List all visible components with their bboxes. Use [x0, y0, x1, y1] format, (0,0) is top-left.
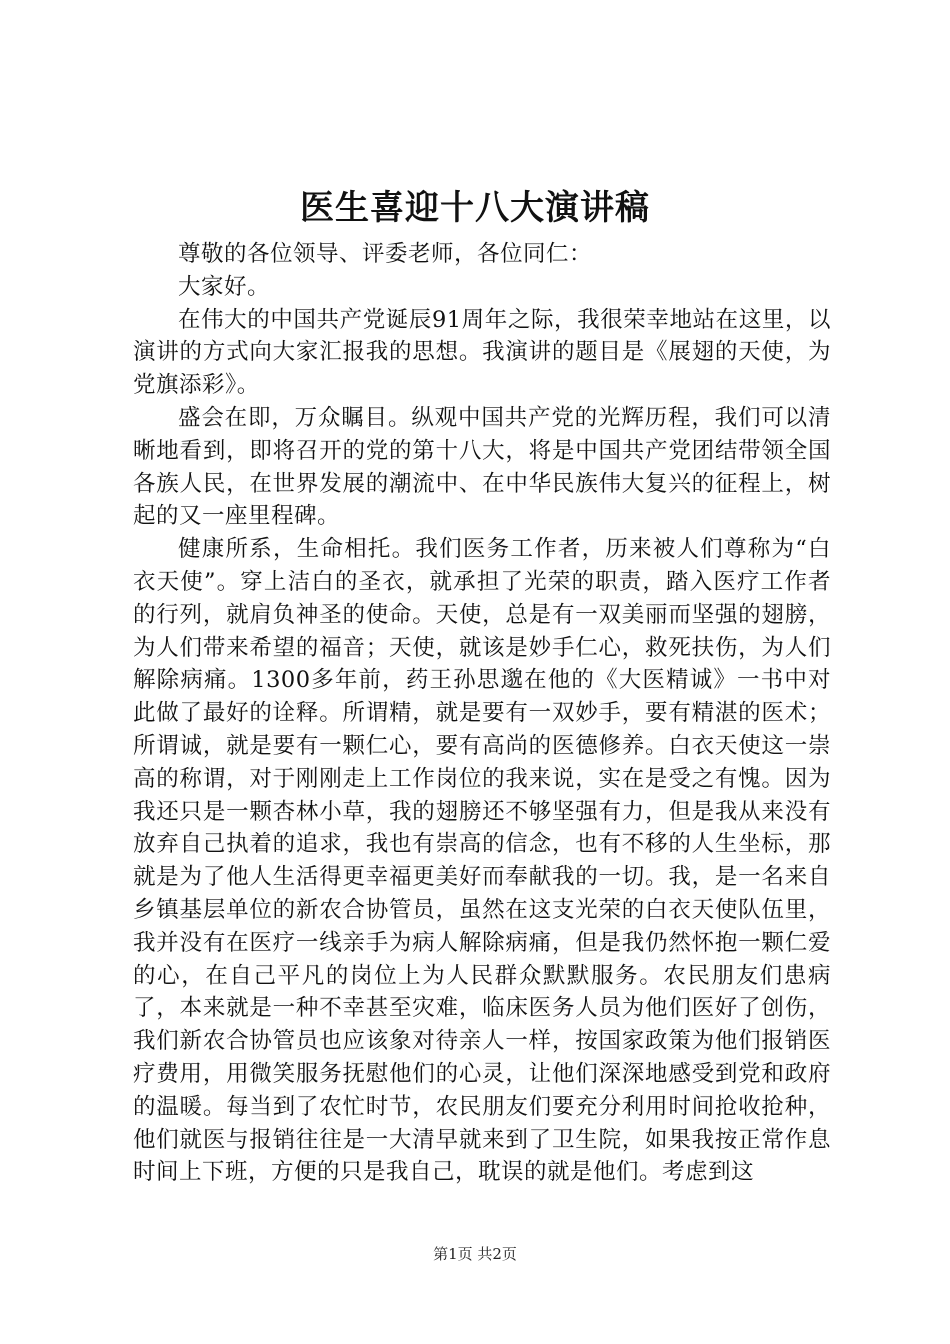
- body-paragraph: 健康所系，生命相托。我们医务工作者，历来被人们尊称为“白衣天使”。穿上洁白的圣衣，就承担了光荣的职责，踏入医疗工作者的行列，就肩负神圣的使命。天使，总是有一双美丽而坚强的翅膀，为人们带来希望的福音；天使，就该是妙手仁心，救死扶伤，为人们解除病痛。1300多年前，药王孙思邈在他的《大医精诚》一书中对此做了最好的诠释。所谓精，就是要有一双妙手，要有精湛的医术；所谓诚，就是要有一颗仁心，要有高尚的医德修养。白衣天使这一崇高的称谓，对于刚刚走上工作岗位的我来说，实在是受之有愧。因为我还只是一颗杏林小草，我的翅膀还不够坚强有力，但是我从来没有放弃自己执着的追求，我也有崇高的信念，也有不移的人生坐标，那就是为了他人生活得更幸福更美好而奉献我的一切。我，是一名来自乡镇基层单位的新农合协管员，虽然在这支光荣的白衣天使队伍里，我并没有在医疗一线亲手为病人解除病痛，但是我仍然怀抱一颗仁爱的心，在自己平凡的岗位上为人民群众默默服务。农民朋友们患病了，本来就是一种不幸甚至灾难，临床医务人员为他们医好了创伤，我们新农合协管员也应该象对待亲人一样，按国家政策为他们报销医疗费用，用微笑服务抚慰他们的心灵，让他们深深地感受到党和政府的温暖。每当到了农忙时节，农民朋友们要充分利用时间抢收抢种，他们就医与报销往往是一大清早就来到了卫生院，如果我按正常作息时间上下班，方便的只是我自己，耽误的就是他们。考虑到这: [133, 536, 831, 1186]
- page-footer: 第1页 共2页: [433, 1245, 517, 1263]
- salutation-paragraph: 尊敬的各位领导、评委老师，各位同仁：: [178, 241, 593, 267]
- body-paragraph: 在伟大的中国共产党诞辰91周年之际，我很荣幸地站在这里，以演讲的方式向大家汇报我的思想。我演讲的题目是《展翅的天使，为党旗添彩》。: [133, 306, 831, 399]
- page-title: 医生喜迎十八大演讲稿: [300, 188, 650, 228]
- greeting-paragraph: 大家好。: [178, 273, 271, 300]
- document-body: [133, 238, 831, 1189]
- body-paragraph: 盛会在即，万众瞩目。纵观中国共产党的光辉历程，我们可以清晰地看到，即将召开的党的第十八大，将是中国共产党团结带领全国各族人民，在世界发展的潮流中、在中华民族伟大复兴的征程上，树起的又一座里程碑。: [133, 404, 831, 530]
